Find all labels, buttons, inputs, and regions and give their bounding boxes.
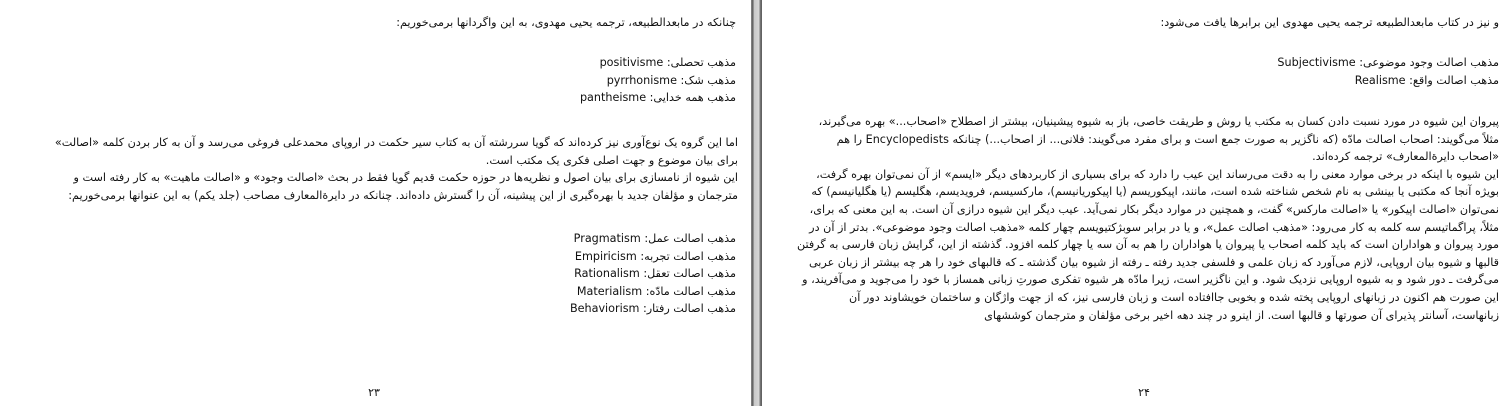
page-number: ۲۴ — [1138, 386, 1150, 399]
paragraph-line: برای بیان موضوع و جهت اصلی فکری یک مکتب است. — [485, 153, 738, 167]
term-english: positivisme — [599, 56, 664, 69]
right-page — [762, 0, 1511, 406]
paragraph-line: می‌گرفت ـ دور شود و به شیوه اروپایی نزدیک شود. و این ناگزیر است، زیرا مادّه هر شیوه تفکری صورتِ زبانی همساز با خود را می‌جوید و می‌آفریند، و — [802, 273, 1499, 287]
term-row: مذهب تحصلی: positivisme — [599, 56, 736, 69]
term-english: pantheisme — [579, 91, 647, 105]
left-paragraph — [16, 134, 738, 204]
term-english: Rationalism — [574, 267, 640, 281]
paragraph-line: قالبها و شیوه بیان اروپایی، لازم می‌آورد که زبان علمی و فلسفی جدید رفته ـ رفته از شیوه بیان گذشته ـ که قالبهای خود را هر چه بیشتر از زبان عربی — [808, 255, 1499, 269]
term-row: مذهب همه خدایی: pantheisme — [579, 91, 736, 105]
term-row: مذهب اصالت تعقل: Rationalism — [574, 267, 736, 281]
paragraph-line: نمی‌توان «اصالت اپیکور» یا «اصالت مارکس» گفت، و همچنین در موارد دیگر بکار نمی‌آید. عیب دیگر این شیوه درازی آن است. به این معنی که برای، — [809, 202, 1499, 216]
paragraph-line: اما این گروه یک نوع‌آوری نیز کرده‌اند که گویا سررشته آن به کتاب سیر حکمت در اروپای محمدعلی فروغی می‌رسد و آن به کار بردن کلمه «اصالت» — [54, 136, 738, 149]
term-english: pyrrhonisme — [606, 73, 677, 87]
term-english: Materialism — [576, 284, 643, 298]
paragraph-line: این صورت هم اکنون در زبانهای اروپایی پخته شده و بخوبی جاافتاده است و زبان فارسی نیز، که از جهت واژگان و ساختمان خویشاوند دور آن — [849, 290, 1499, 304]
right-paragraph — [777, 113, 1499, 324]
paragraph-line: پیروان این شیوه در مورد نسبت دادن کسان به مکتب یا روش و طریقت خاصی، باز به شیوه پیشینیان، بیشتر از اصطلاح «اصحاب...» بهره می‌گیرند، — [818, 115, 1499, 128]
term-english: Behaviorism — [569, 302, 640, 316]
left-terms-list-a — [580, 54, 736, 107]
paragraph-line: زبانهاست، آسانتر پذیرای آن صورتها و قالبها است. از اینرو در چند دهه اخیر برخی مؤلفان و مترجمان کوششهای — [984, 308, 1499, 322]
paragraph-line: این شیوه از نامسازی برای بیان اصول و نظریه‌ها در حوزه حکمت قدیم گویا فقط در بحث «اصالت وجود» و «اصالت ماهیت» به کار رفته است و — [73, 171, 738, 185]
paragraph-line: «اصحاب دایرةالمعارف» ترجمه کرده‌اند. — [1312, 150, 1499, 164]
term-row: مذهب شک: pyrrhonisme — [606, 73, 736, 87]
intro-text: و نیز در کتاب مابعدالطبیعه ترجمه یحیی مهدوی این برابرها یافت می‌شود: — [1160, 16, 1499, 29]
paragraph-line: مورد پیروان و هواداران است که باید کلمه اصحاب یا پیروان یا هواداران را هم به آن سه یا چهار کلمه افزود. گذشته از این، گرایش زبان فارسی به گرفتن — [796, 238, 1499, 252]
intro-text: چنانکه در مابعدالطبیعه، ترجمه یحیی مهدوی، به این واگردانها برمی‌خوریم: — [396, 16, 736, 29]
term-row: مذهب اصالت واقع: Realisme — [1354, 73, 1499, 87]
term-english: Pragmatism — [573, 232, 641, 245]
term-row: مذهب اصالت تجربه: Empiricism — [574, 249, 736, 263]
term-english: Empiricism — [574, 249, 637, 263]
paragraph-line: بویژه آنجا که مکتبی یا بینشی به نام شخص شناخته شده است، مانند، اپیکوریسم (یا اپیکوریانیسم)، مارکسیسم، فرویدیسم، هگلیسم (یا هگلیانیسم) که — [811, 185, 1499, 199]
term-row: مذهب اصالت مادّه: Materialism — [576, 284, 736, 298]
page-number: ۲۳ — [368, 386, 380, 399]
paragraph-line: مثلاً می‌گویند: اصحاب اصالت مادّه (که ناگزیر به صورت جمع است و برای مفرد می‌گویند: فلانی... از اصحاب...) چنانکه Encyclopedists را هم — [836, 132, 1499, 146]
term-row: مذهب اصالت وجود موضوعی: Subjectivisme — [1277, 56, 1499, 69]
right-terms-list — [1277, 54, 1499, 89]
right-intro — [1160, 14, 1499, 32]
left-page — [0, 0, 751, 406]
paragraph-line: این شیوه با اینکه در برخی موارد معنی را به دقت می‌رساند این عیب را دارد که برای بسیاری از کاربردهای دیگر «ایسم» از آن نمی‌توان بهره گرفت، — [816, 167, 1499, 181]
term-row: مذهب اصالت رفتار: Behaviorism — [569, 302, 736, 316]
term-english: Subjectivisme — [1277, 56, 1356, 69]
left-intro — [396, 14, 736, 32]
book-spine-divider — [751, 0, 762, 406]
left-terms-list-b — [570, 230, 736, 318]
term-english: Realisme — [1354, 73, 1406, 87]
paragraph-line: مترجمان و مؤلفان جدید با بهره‌گیری از این پیشینه، آن را گسترش داده‌اند. چنانکه در دایرةالمعارف مصاحب (جلد یکم) به این عنوانها برمی‌خوریم: — [68, 188, 738, 202]
term-row: مذهب اصالت عمل: Pragmatism — [573, 232, 736, 245]
paragraph-line: مثلاً، پراگماتیسم سه کلمه به کار می‌رود: «مذهب اصالت عمل»، و یا در برابر سوبژکتیویسم چهار کلمه «مذهب اصالت وجود موضوعی». بدتر از آن در — [809, 220, 1499, 234]
